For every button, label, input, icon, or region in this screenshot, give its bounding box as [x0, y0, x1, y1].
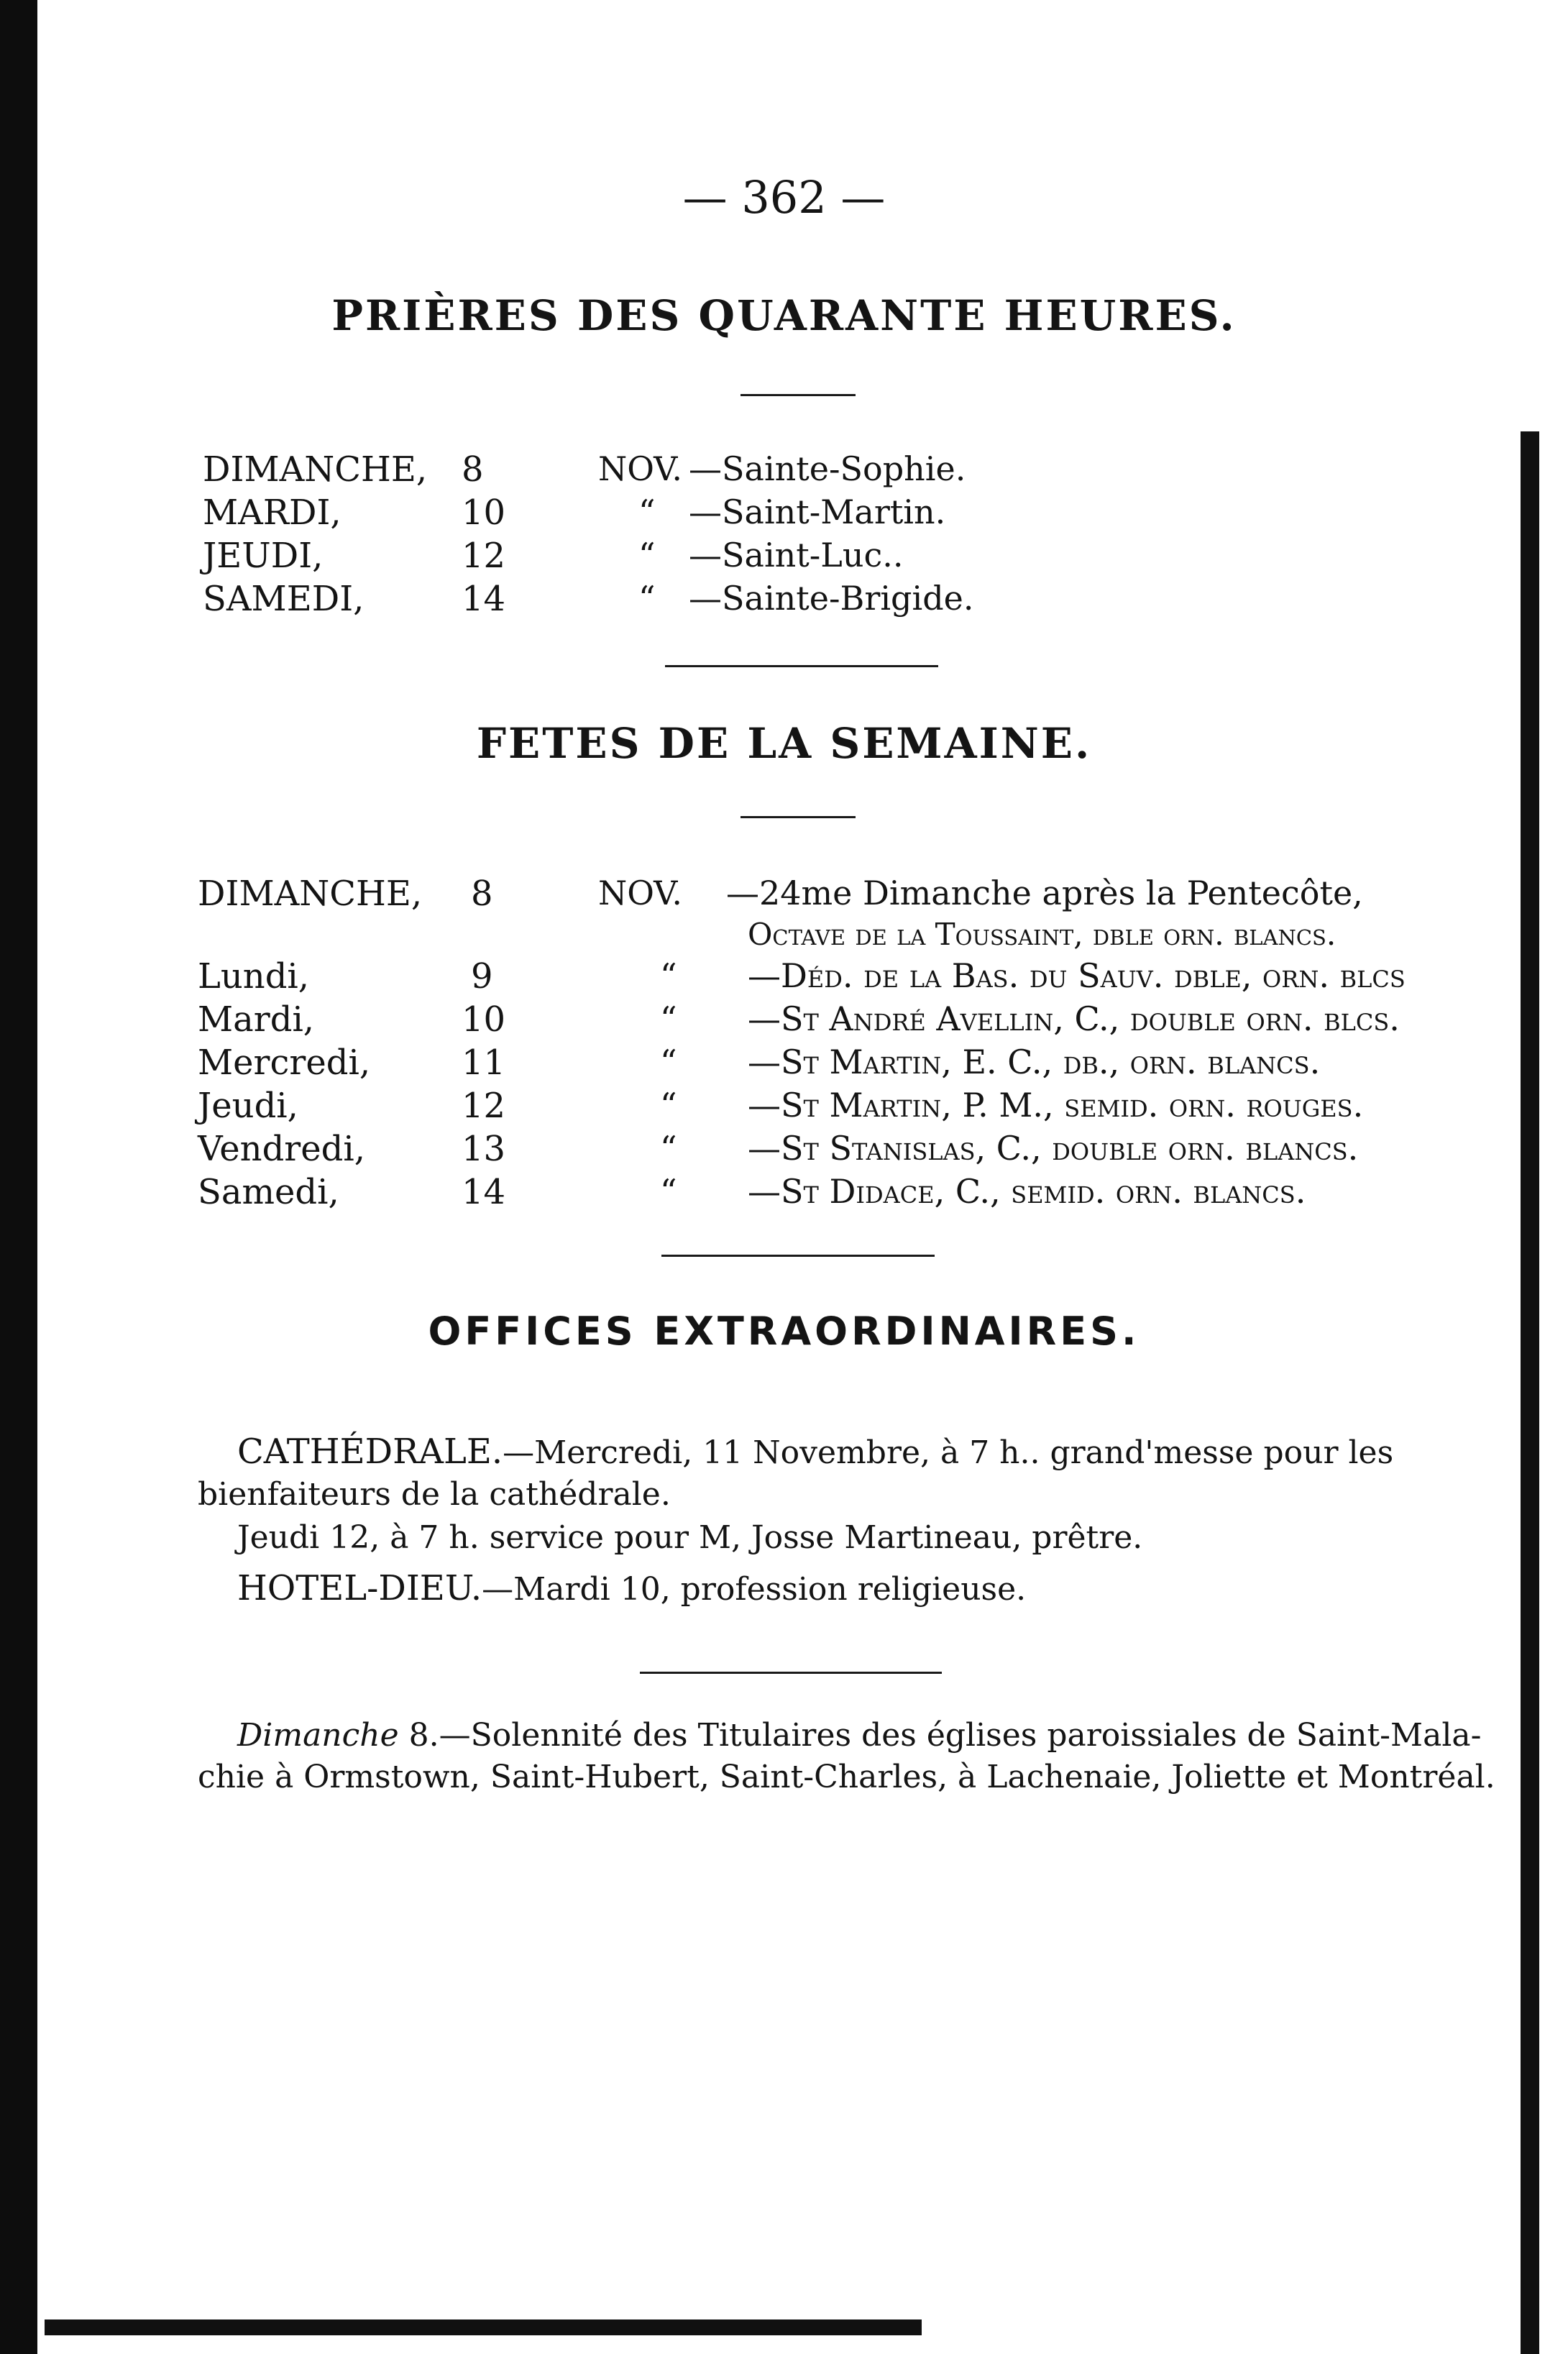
ditto-mark: “ [660, 1086, 677, 1125]
entry-desc: —St Didace, C., semid. orn. blancs. [748, 1172, 1306, 1211]
day-label: Samedi, [198, 1172, 339, 1212]
entry-desc: —St Martin, E. C., db., orn. blancs. [748, 1043, 1321, 1081]
divider [741, 816, 856, 818]
entry-desc: —24me Dimanche après la Pentecôte, [726, 874, 1363, 912]
cathedrale-lead: CATHÉDRALE. [237, 1432, 503, 1472]
ditto-mark: “ [660, 956, 677, 995]
divider [640, 1672, 942, 1674]
note-line1: 8.—Solennité des Titulaires des églises paroissiales de Saint-Mala- [398, 1717, 1482, 1754]
day-label: Jeudi, [198, 1086, 298, 1126]
day-label: SAMEDI, [203, 579, 365, 619]
note-line2: chie à Ormstown, Saint-Hubert, Saint-Charles, à Lachenaie, Joliette et Montréal. [198, 1759, 1495, 1795]
day-label: Mardi, [198, 999, 315, 1040]
ditto-mark: “ [660, 1043, 677, 1081]
scan-border-bottom [45, 2319, 922, 2335]
entry-desc: —Saint-Martin. [689, 493, 946, 531]
entry-desc: —Sainte-Sophie. [689, 449, 966, 488]
hotel-dieu-paragraph [237, 1567, 1026, 1611]
day-number: 14 [462, 579, 506, 619]
hotel-dieu-lead: HOTEL-DIEU. [237, 1568, 482, 1608]
day-number: 11 [462, 1043, 506, 1083]
scan-border-left [0, 0, 37, 2354]
ditto-mark: “ [638, 579, 656, 618]
day-number: 9 [471, 956, 493, 997]
day-label: Vendredi, [198, 1129, 365, 1169]
day-number: 8 [462, 449, 484, 490]
ditto-mark: “ [660, 1129, 677, 1168]
ditto-mark: “ [638, 493, 656, 531]
nov-label: NOV. [598, 874, 682, 912]
day-number: 14 [462, 1172, 506, 1212]
day-label: DIMANCHE, [198, 874, 423, 914]
day-number: 10 [462, 493, 506, 533]
jeudi-paragraph: Jeudi 12, à 7 h. service pour M, Josse Martineau, prêtre. [237, 1519, 1143, 1556]
section-title-fetes: FETES DE LA SEMAINE. [476, 719, 1092, 768]
day-label: JEUDI, [203, 536, 324, 576]
ditto-mark: “ [660, 1172, 677, 1211]
cathedrale-paragraph [198, 1431, 1406, 1516]
day-label: MARDI, [203, 493, 341, 533]
day-number: 8 [471, 874, 493, 914]
entry-desc: —Saint-Luc.. [689, 536, 904, 574]
entry-desc: —Déd. de la Bas. du Sauv. dble, orn. blcs [748, 956, 1406, 995]
page-number: — 362 — [682, 171, 886, 224]
section-title-offices: OFFICES EXTRAORDINAIRES. [428, 1309, 1140, 1354]
divider [665, 665, 938, 667]
entry-desc: —St Stanislas, C., double orn. blancs. [748, 1129, 1359, 1168]
nov-label: NOV. [598, 449, 682, 488]
entry-desc: —Sainte-Brigide. [689, 579, 974, 618]
divider [661, 1255, 935, 1257]
entry-subdesc: Octave de la Toussaint, dble orn. blancs. [748, 917, 1337, 952]
entry-desc: —St André Avellin, C., double orn. blcs. [748, 999, 1400, 1038]
divider [741, 394, 856, 396]
day-label: Mercredi, [198, 1043, 371, 1083]
day-number: 12 [462, 1086, 506, 1126]
cathedrale-text-continued: bienfaiteurs de la cathédrale. [198, 1476, 671, 1513]
solennite-note [198, 1715, 1495, 1798]
day-number: 13 [462, 1129, 506, 1169]
cathedrale-text: —Mercredi, 11 Novembre, à 7 h.. grand'messe pour les [503, 1434, 1394, 1471]
note-lead: Dimanche [237, 1717, 399, 1754]
section-title-prieres: PRIÈRES DES QUARANTE HEURES. [331, 291, 1237, 340]
ditto-mark: “ [638, 536, 656, 574]
ditto-mark: “ [660, 999, 677, 1038]
day-number: 10 [462, 999, 506, 1040]
day-number: 12 [462, 536, 506, 576]
day-label: Lundi, [198, 956, 310, 997]
day-label: DIMANCHE, [203, 449, 428, 490]
hotel-dieu-text: —Mardi 10, profession religieuse. [482, 1571, 1027, 1608]
entry-desc: —St Martin, P. M., semid. orn. rouges. [748, 1086, 1364, 1125]
